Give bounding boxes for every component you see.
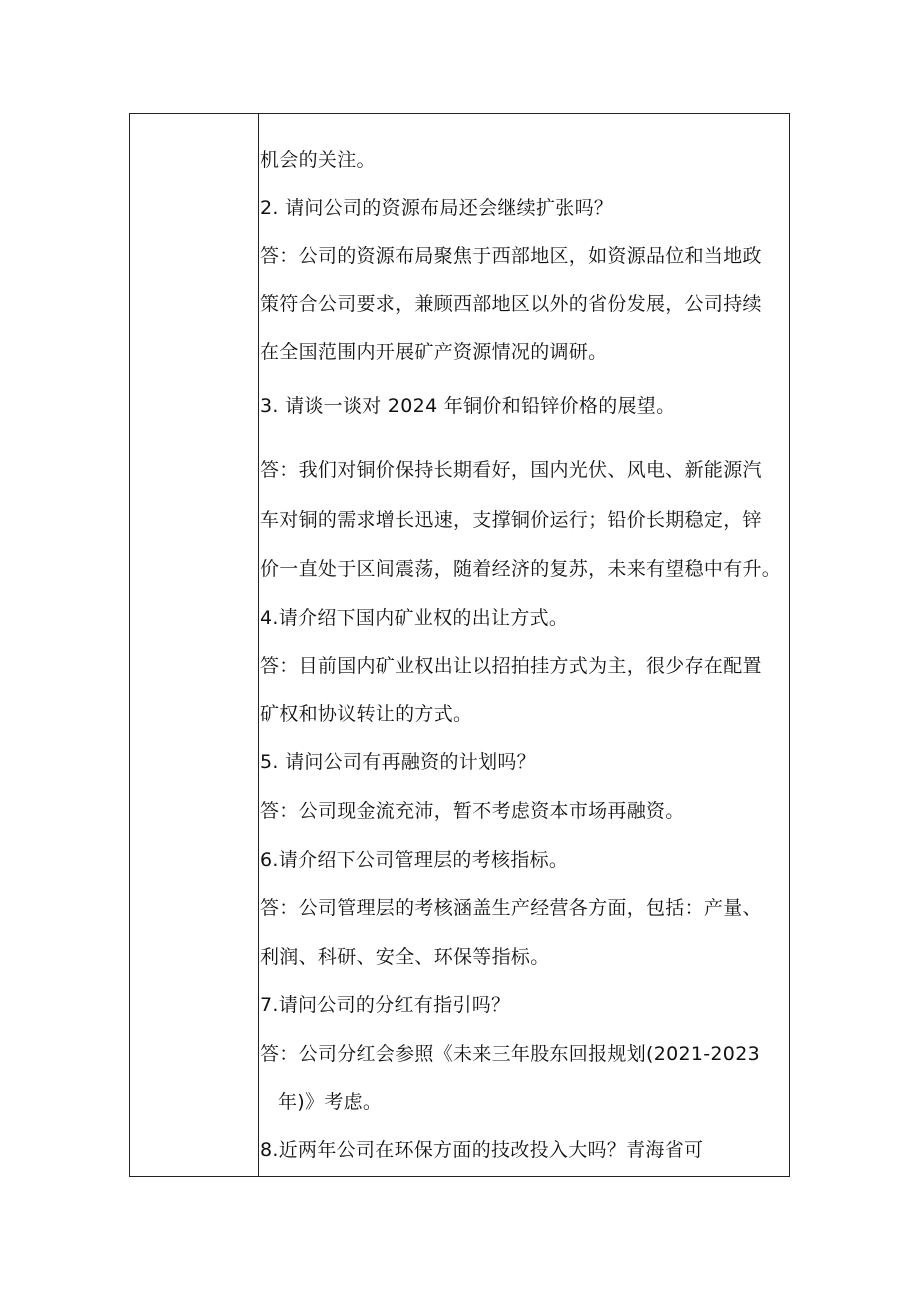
answer-3-line-1: 答：我们对铜价保持长期看好，国内光伏、风电、新能源汽	[260, 459, 762, 481]
answer-4-line-1: 答：目前国内矿业权出让以招拍挂方式为主，很少存在配置	[260, 655, 762, 677]
question-6: 6.请介绍下公司管理层的考核指标。	[260, 849, 569, 871]
question-2: 2. 请问公司的资源布局还会继续扩张吗？	[260, 197, 614, 219]
answer-2-line-1: 答：公司的资源布局聚焦于西部地区，如资源品位和当地政	[260, 245, 762, 267]
answer-6-line-1: 答：公司管理层的考核涵盖生产经营各方面，包括：产量、	[260, 897, 762, 919]
question-3: 3. 请谈一谈对 2024 年铜价和铅锌价格的展望。	[260, 395, 676, 417]
answer-7-line-1: 答：公司分红会参照《未来三年股东回报规划(2021-2023	[260, 1043, 760, 1065]
answer-4-line-2: 矿权和协议转让的方式。	[260, 703, 473, 725]
answer-5: 答：公司现金流充沛，暂不考虑资本市场再融资。	[260, 800, 685, 822]
text-line: 机会的关注。	[260, 149, 376, 171]
question-8: 8.近两年公司在环保方面的技改投入大吗？青海省可	[260, 1139, 704, 1161]
question-5: 5. 请问公司有再融资的计划吗？	[260, 751, 536, 773]
answer-3-line-2: 车对铜的需求增长迅速，支撑铜价运行；铅价长期稳定，锌	[260, 509, 762, 531]
question-4: 4.请介绍下国内矿业权的出让方式。	[260, 607, 569, 629]
answer-3-line-3: 价一直处于区间震荡，随着经济的复苏，未来有望稳中有升。	[260, 558, 782, 580]
table-left-column	[130, 114, 259, 1176]
answer-7-line-2: 年)》考虑。	[278, 1091, 383, 1113]
table-content-column	[260, 114, 789, 1176]
qa-table	[129, 113, 790, 1177]
answer-6-line-2: 利润、科研、安全、环保等指标。	[260, 946, 550, 968]
question-7: 7.请问公司的分红有指引吗？	[260, 994, 511, 1016]
answer-2-line-2: 策符合公司要求，兼顾西部地区以外的省份发展，公司持续	[260, 293, 762, 315]
answer-2-line-3: 在全国范围内开展矿产资源情况的调研。	[260, 341, 608, 363]
